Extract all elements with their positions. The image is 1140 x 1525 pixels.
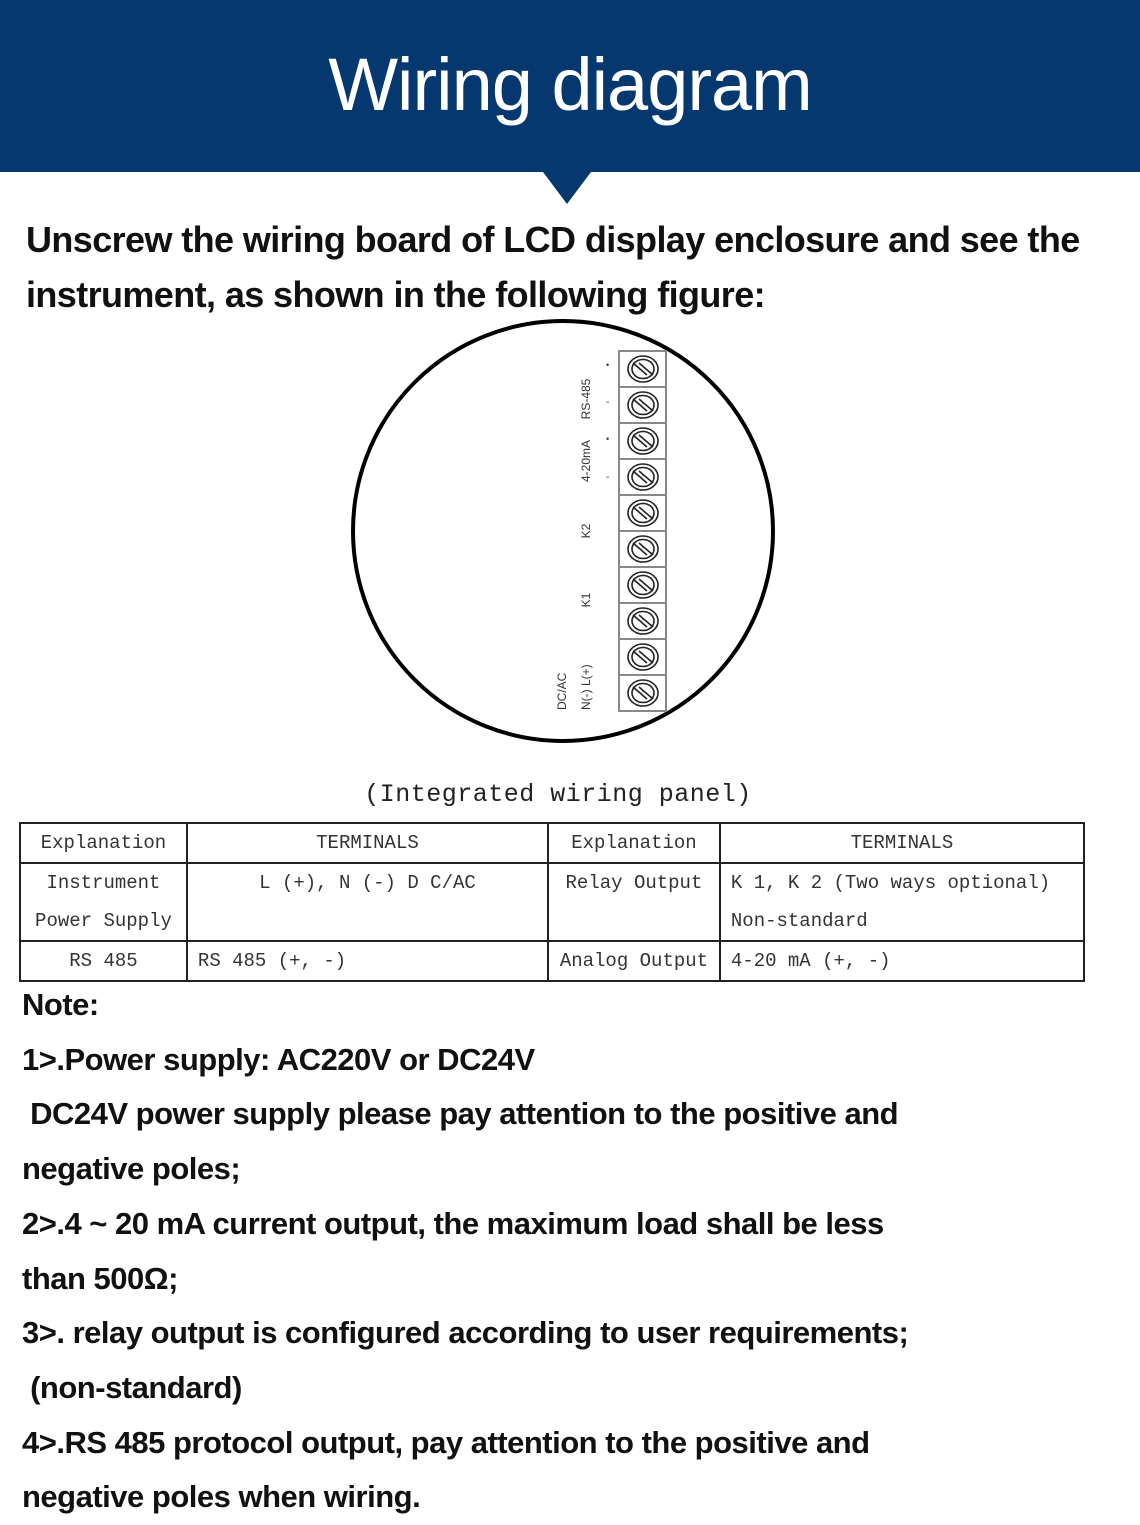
note-line: than 500Ω; — [22, 1260, 178, 1296]
terminal-screw-icon — [619, 495, 666, 531]
wiring-panel-diagram — [340, 310, 790, 760]
header-explanation-right: Explanation — [548, 823, 720, 863]
note-line: negative poles; — [22, 1151, 241, 1187]
table-row — [20, 941, 1084, 981]
cell-rs485-terminals: RS 485 (+, -) — [187, 941, 548, 981]
note-line: DC24V power supply please pay attention to the positive and — [22, 1096, 899, 1132]
label-dc-ac: DC/AC — [555, 672, 569, 710]
header-terminals-right: TERMINALS — [720, 823, 1084, 863]
label-420-minus: - — [606, 472, 610, 483]
cell-power-terminals: L (+), N (-) D C/AC — [187, 863, 548, 941]
label-4-20ma: 4-20mA — [579, 439, 593, 483]
terminal-screw-icon — [619, 603, 666, 639]
header-pointer-arrow — [543, 172, 591, 204]
terminal-screw-icon — [619, 567, 666, 603]
cell-rs485: RS 485 — [20, 941, 187, 981]
header-banner — [0, 0, 1140, 172]
label-k2: K2 — [579, 523, 593, 539]
cell-analog-output: Analog Output — [548, 941, 720, 981]
note-line: (non-standard) — [22, 1369, 242, 1405]
note-line: 4>.RS 485 protocol output, pay attention to the positive and — [22, 1424, 870, 1460]
label-rs485: RS-485 — [579, 378, 593, 420]
note-line: 3>. relay output is configured according to user requirements; — [22, 1315, 909, 1351]
terminal-screw-icon — [619, 459, 666, 495]
note-line: negative poles when wiring. — [22, 1479, 421, 1515]
terminal-screw-icon — [619, 531, 666, 567]
page-title: Wiring diagram — [328, 43, 812, 126]
intro-line-1: Unscrew the wiring board of LCD display enclosure and see the — [26, 219, 1080, 260]
terminal-screw-icon — [619, 423, 666, 459]
intro-text — [26, 212, 1126, 322]
note-line: 2>.4 ~ 20 mA current output, the maximum load shall be less — [22, 1205, 884, 1241]
header-terminals-left: TERMINALS — [187, 823, 548, 863]
note-line: 1>.Power supply: AC220V or DC24V — [22, 1041, 535, 1077]
diagram-caption: (Integrated wiring panel) — [364, 780, 752, 809]
terminal-screw-icon — [619, 675, 666, 711]
terminal-strip — [619, 351, 666, 711]
table-row — [20, 863, 1084, 941]
label-rs485-minus: - — [606, 397, 610, 408]
cell-analog-terminals: 4-20 mA (+, -) — [720, 941, 1084, 981]
terminals-table — [19, 822, 1085, 982]
label-rs485-plus: • — [606, 360, 610, 370]
label-k1: K1 — [579, 592, 593, 608]
intro-line-2: instrument, as shown in the following figure: — [26, 274, 766, 315]
notes-title: Note: — [22, 987, 99, 1022]
cell-relay-output: Relay Output — [548, 863, 720, 941]
notes-section — [22, 978, 1122, 1525]
table-header-row — [20, 823, 1084, 863]
terminal-screw-icon — [619, 387, 666, 423]
cell-relay-terminals: K 1, K 2 (Two ways optional) Non-standard — [720, 863, 1084, 941]
header-explanation-left: Explanation — [20, 823, 187, 863]
terminal-screw-icon — [619, 639, 666, 675]
terminal-screw-icon — [619, 351, 666, 387]
label-420-plus: • — [606, 434, 610, 444]
label-n-l: N(-) L(+) — [579, 664, 593, 710]
cell-power-supply: Instrument Power Supply — [20, 863, 187, 941]
